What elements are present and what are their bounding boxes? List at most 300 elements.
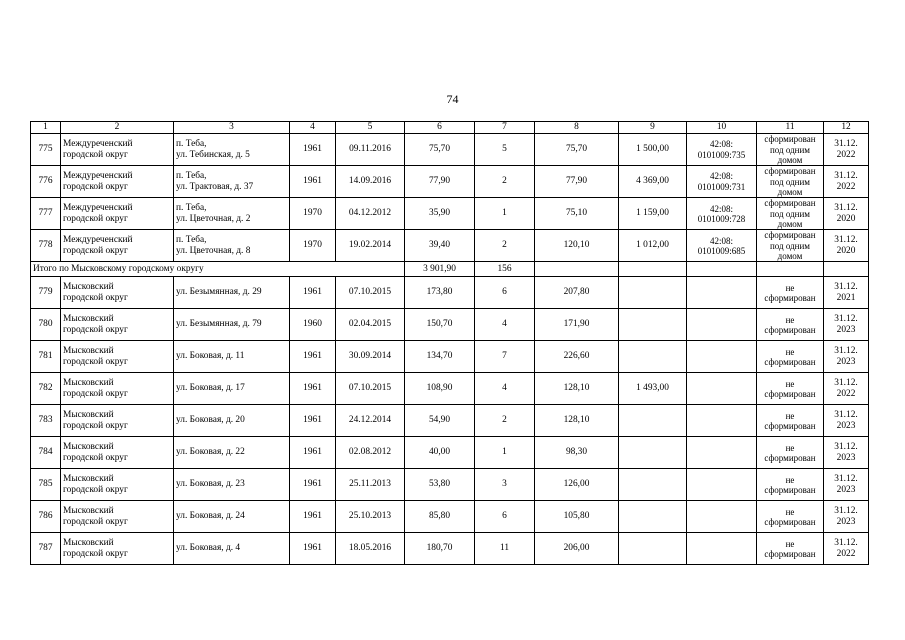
municipality-cell <box>61 373 174 405</box>
cell-line: п. Теба, <box>176 138 207 149</box>
table-row <box>31 166 869 198</box>
cell-line: п. Теба, <box>176 234 207 245</box>
deadline-cell <box>824 341 869 373</box>
subtotal-residents: 156 <box>475 262 535 277</box>
cell-line: городской округ <box>63 324 128 335</box>
status-cell <box>757 166 824 198</box>
cell-line: не <box>785 506 795 517</box>
sum-cell <box>619 533 687 565</box>
table-row <box>31 341 869 373</box>
cell-line: под одним <box>769 208 811 219</box>
empty-cell <box>824 262 869 277</box>
cell-line: ул. Тебинская, д. 5 <box>176 149 250 160</box>
cell-line: 31.12. <box>834 345 858 356</box>
year-cell: 1961 <box>290 437 336 469</box>
residents-cell: 1 <box>475 437 535 469</box>
year-cell: 1961 <box>290 373 336 405</box>
cell-line: городской округ <box>63 245 128 256</box>
cell-line: сформирован <box>764 548 816 559</box>
cell-line: под одним <box>769 144 811 155</box>
status-cell <box>757 134 824 166</box>
address-cell <box>174 166 290 198</box>
year-cell: 1961 <box>290 405 336 437</box>
residents-cell: 11 <box>475 533 535 565</box>
year-cell: 1970 <box>290 230 336 262</box>
cell-line: городской округ <box>63 516 128 527</box>
cell-line: ул. Боковая, д. 20 <box>176 415 245 426</box>
deadline-cell <box>824 469 869 501</box>
column-number: 2 <box>61 122 174 134</box>
cell-line: Междуреченский <box>63 138 133 149</box>
cadastral-cell <box>687 533 757 565</box>
cell-line: ул. Цветочная, д. 2 <box>176 213 251 224</box>
sum-cell <box>619 405 687 437</box>
cell-line: городской округ <box>63 149 128 160</box>
cell-line: под одним <box>769 176 811 187</box>
address-cell <box>174 405 290 437</box>
empty-cell <box>687 262 757 277</box>
deadline-cell <box>824 501 869 533</box>
area-cell: 35,90 <box>405 198 475 230</box>
deadline-cell <box>824 533 869 565</box>
cell-line: ул. Боковая, д. 17 <box>176 383 245 394</box>
table-row <box>31 230 869 262</box>
municipality-cell <box>61 134 174 166</box>
date-cell: 19.02.2014 <box>336 230 405 262</box>
column-number: 4 <box>290 122 336 134</box>
municipality-cell <box>61 501 174 533</box>
municipality-cell <box>61 198 174 230</box>
cell-line: ул. Безымянная, д. 79 <box>176 319 262 330</box>
cell-line: сформирован <box>764 452 816 463</box>
sum-cell: 1 012,00 <box>619 230 687 262</box>
subtotal-area: 3 901,90 <box>405 262 475 277</box>
year-cell: 1961 <box>290 533 336 565</box>
address-cell <box>174 309 290 341</box>
column-number-row <box>31 122 869 134</box>
total-area-cell: 77,90 <box>535 166 619 198</box>
residents-cell: 4 <box>475 373 535 405</box>
total-area-cell: 105,80 <box>535 501 619 533</box>
date-cell: 02.08.2012 <box>336 437 405 469</box>
year-cell: 1970 <box>290 198 336 230</box>
cell-line: 31.12. <box>834 234 858 245</box>
deadline-cell <box>824 437 869 469</box>
sum-cell: 4 369,00 <box>619 166 687 198</box>
date-cell: 14.09.2016 <box>336 166 405 198</box>
cell-line: 31.12. <box>834 473 858 484</box>
cell-line: 42:08: <box>709 171 733 182</box>
cell-line: сформирован <box>764 324 816 335</box>
cell-line: ул. Боковая, д. 22 <box>176 447 245 458</box>
cell-line: 31.12. <box>834 441 858 452</box>
residents-cell: 3 <box>475 469 535 501</box>
cell-line: не <box>785 378 795 389</box>
cell-line: городской округ <box>63 420 128 431</box>
cell-line: ул. Трактовая, д. 37 <box>176 181 254 192</box>
cell-line: Междуреченский <box>63 234 133 245</box>
cell-line: 42:08: <box>709 203 733 214</box>
year-cell: 1961 <box>290 341 336 373</box>
cell-line: 2023 <box>836 356 856 367</box>
status-cell <box>757 469 824 501</box>
year-cell: 1961 <box>290 277 336 309</box>
cell-line: 2023 <box>836 452 856 463</box>
table-row <box>31 437 869 469</box>
residents-cell: 7 <box>475 341 535 373</box>
total-area-cell: 120,10 <box>535 230 619 262</box>
address-cell <box>174 134 290 166</box>
cell-line: Мысковский <box>63 377 114 388</box>
total-area-cell: 206,00 <box>535 533 619 565</box>
deadline-cell <box>824 373 869 405</box>
cell-line: сформирован <box>764 134 816 145</box>
date-cell: 07.10.2015 <box>336 373 405 405</box>
cadastral-cell <box>687 230 757 262</box>
column-number: 7 <box>475 122 535 134</box>
cell-line: городской округ <box>63 484 128 495</box>
table-row <box>31 198 869 230</box>
cell-line: п. Теба, <box>176 170 207 181</box>
cell-line: ул. Боковая, д. 4 <box>176 543 241 554</box>
cell-line: Мысковский <box>63 313 114 324</box>
cadastral-cell <box>687 198 757 230</box>
table-row <box>31 533 869 565</box>
cell-line: 2022 <box>836 149 856 160</box>
cadastral-cell <box>687 501 757 533</box>
cell-line: 2023 <box>836 484 856 495</box>
column-number: 8 <box>535 122 619 134</box>
cell-line: городской округ <box>63 356 128 367</box>
cell-line: городской округ <box>63 388 128 399</box>
row-number: 784 <box>31 437 61 469</box>
column-number: 11 <box>757 122 824 134</box>
sum-cell: 1 159,00 <box>619 198 687 230</box>
total-area-cell: 98,30 <box>535 437 619 469</box>
cell-line: Мысковский <box>63 409 114 420</box>
sum-cell: 1 500,00 <box>619 134 687 166</box>
address-cell <box>174 533 290 565</box>
date-cell: 30.09.2014 <box>336 341 405 373</box>
cell-line: ул. Цветочная, д. 8 <box>176 245 251 256</box>
year-cell: 1960 <box>290 309 336 341</box>
deadline-cell <box>824 405 869 437</box>
cell-line: 2020 <box>836 213 856 224</box>
row-number: 783 <box>31 405 61 437</box>
total-area-cell: 126,00 <box>535 469 619 501</box>
row-number: 780 <box>31 309 61 341</box>
housing-registry-table <box>30 121 869 565</box>
cell-line: городской округ <box>63 181 128 192</box>
cell-line: Междуреченский <box>63 170 133 181</box>
municipality-cell <box>61 533 174 565</box>
table-row <box>31 309 869 341</box>
year-cell: 1961 <box>290 166 336 198</box>
table-row <box>31 134 869 166</box>
cell-line: 31.12. <box>834 281 858 292</box>
total-area-cell: 128,10 <box>535 373 619 405</box>
cell-line: не <box>785 346 795 357</box>
cell-line: Мысковский <box>63 537 114 548</box>
area-cell: 75,70 <box>405 134 475 166</box>
status-cell <box>757 437 824 469</box>
page-number: 74 <box>446 92 459 106</box>
address-cell <box>174 469 290 501</box>
cell-line: ул. Безымянная, д. 29 <box>176 287 262 298</box>
residents-cell: 1 <box>475 198 535 230</box>
cadastral-cell <box>687 437 757 469</box>
cell-line: п. Теба, <box>176 202 207 213</box>
column-number: 6 <box>405 122 475 134</box>
cell-line: не <box>785 442 795 453</box>
empty-cell <box>757 262 824 277</box>
cadastral-cell <box>687 309 757 341</box>
cell-line: сформирован <box>764 516 816 527</box>
address-cell <box>174 341 290 373</box>
cell-line: сформирован <box>764 420 816 431</box>
cell-line: Междуреченский <box>63 202 133 213</box>
date-cell: 18.05.2016 <box>336 533 405 565</box>
status-cell <box>757 309 824 341</box>
cell-line: 31.12. <box>834 170 858 181</box>
cell-line: Мысковский <box>63 441 114 452</box>
cell-line: ул. Боковая, д. 24 <box>176 511 245 522</box>
column-number: 3 <box>174 122 290 134</box>
column-number: 5 <box>336 122 405 134</box>
cell-line: 31.12. <box>834 409 858 420</box>
cell-line: 2020 <box>836 245 856 256</box>
cell-line: городской округ <box>63 292 128 303</box>
cell-line: городской округ <box>63 452 128 463</box>
address-cell <box>174 277 290 309</box>
cell-line: домом <box>777 187 803 197</box>
cell-line: 0101009:731 <box>697 181 746 192</box>
row-number: 785 <box>31 469 61 501</box>
deadline-cell <box>824 134 869 166</box>
table-row <box>31 277 869 309</box>
cell-line: ул. Боковая, д. 23 <box>176 479 245 490</box>
address-cell <box>174 198 290 230</box>
empty-cell <box>619 262 687 277</box>
area-cell: 134,70 <box>405 341 475 373</box>
cell-line: 2023 <box>836 516 856 527</box>
area-cell: 39,40 <box>405 230 475 262</box>
residents-cell: 4 <box>475 309 535 341</box>
cell-line: Мысковский <box>63 505 114 516</box>
address-cell <box>174 501 290 533</box>
row-number: 781 <box>31 341 61 373</box>
table-row <box>31 469 869 501</box>
status-cell <box>757 341 824 373</box>
cell-line: 2023 <box>836 420 856 431</box>
cadastral-cell <box>687 277 757 309</box>
area-cell: 108,90 <box>405 373 475 405</box>
residents-cell: 2 <box>475 405 535 437</box>
row-number: 786 <box>31 501 61 533</box>
residents-cell: 6 <box>475 277 535 309</box>
cell-line: сформирован <box>764 198 816 209</box>
cell-line: 31.12. <box>834 138 858 149</box>
row-number: 777 <box>31 198 61 230</box>
status-cell <box>757 230 824 262</box>
cell-line: сформирован <box>764 166 816 177</box>
municipality-cell <box>61 309 174 341</box>
address-cell <box>174 230 290 262</box>
cell-line: сформирован <box>764 230 816 241</box>
cell-line: 42:08: <box>709 139 733 150</box>
area-cell: 180,70 <box>405 533 475 565</box>
cadastral-cell <box>687 341 757 373</box>
sum-cell <box>619 341 687 373</box>
cell-line: домом <box>777 219 803 230</box>
column-number: 10 <box>687 122 757 134</box>
column-number: 1 <box>31 122 61 134</box>
cell-line: домом <box>777 154 803 165</box>
cell-line: 42:08: <box>709 235 733 246</box>
municipality-cell <box>61 341 174 373</box>
municipality-cell <box>61 230 174 262</box>
sum-cell <box>619 309 687 341</box>
subtotal-label: Итого по Мысковскому городскому округу <box>31 262 405 277</box>
row-number: 775 <box>31 134 61 166</box>
year-cell: 1961 <box>290 501 336 533</box>
status-cell <box>757 277 824 309</box>
area-cell: 173,80 <box>405 277 475 309</box>
cell-line: 31.12. <box>834 313 858 324</box>
address-cell <box>174 373 290 405</box>
sum-cell <box>619 501 687 533</box>
cell-line: 2022 <box>836 388 856 399</box>
area-cell: 40,00 <box>405 437 475 469</box>
table-row <box>31 405 869 437</box>
cell-line: не <box>785 314 795 325</box>
area-cell: 150,70 <box>405 309 475 341</box>
date-cell: 07.10.2015 <box>336 277 405 309</box>
cell-line: сформирован <box>764 292 816 303</box>
cell-line: не <box>785 410 795 421</box>
cell-line: не <box>785 538 795 549</box>
cell-line: 0101009:728 <box>697 213 746 224</box>
municipality-cell <box>61 277 174 309</box>
table-row <box>31 501 869 533</box>
cell-line: 31.12. <box>834 537 858 548</box>
cell-line: ул. Боковая, д. 11 <box>176 351 245 362</box>
date-cell: 25.10.2013 <box>336 501 405 533</box>
cadastral-cell <box>687 469 757 501</box>
sum-cell <box>619 277 687 309</box>
status-cell <box>757 405 824 437</box>
area-cell: 53,80 <box>405 469 475 501</box>
total-area-cell: 75,10 <box>535 198 619 230</box>
status-cell <box>757 501 824 533</box>
year-cell: 1961 <box>290 134 336 166</box>
cell-line: Мысковский <box>63 345 114 356</box>
total-area-cell: 75,70 <box>535 134 619 166</box>
cadastral-cell <box>687 405 757 437</box>
row-number: 787 <box>31 533 61 565</box>
deadline-cell <box>824 230 869 262</box>
cell-line: сформирован <box>764 484 816 495</box>
cell-line: Мысковский <box>63 473 114 484</box>
row-number: 779 <box>31 277 61 309</box>
column-number: 12 <box>824 122 869 134</box>
total-area-cell: 226,60 <box>535 341 619 373</box>
cadastral-cell <box>687 166 757 198</box>
year-cell: 1961 <box>290 469 336 501</box>
cell-line: 0101009:735 <box>697 149 746 160</box>
cell-line: сформирован <box>764 388 816 399</box>
municipality-cell <box>61 469 174 501</box>
cell-line: сформирован <box>764 356 816 367</box>
deadline-cell <box>824 277 869 309</box>
total-area-cell: 128,10 <box>535 405 619 437</box>
sum-cell: 1 493,00 <box>619 373 687 405</box>
cell-line: городской округ <box>63 213 128 224</box>
subtotal-row <box>31 262 869 277</box>
table-row <box>31 373 869 405</box>
status-cell <box>757 198 824 230</box>
residents-cell: 2 <box>475 230 535 262</box>
cell-line: не <box>785 282 795 293</box>
cell-line: 31.12. <box>834 377 858 388</box>
date-cell: 09.11.2016 <box>336 134 405 166</box>
row-number: 778 <box>31 230 61 262</box>
municipality-cell <box>61 405 174 437</box>
cell-line: 31.12. <box>834 505 858 516</box>
cell-line: 2021 <box>836 292 856 303</box>
cell-line: 2022 <box>836 548 856 559</box>
cell-line: 0101009:685 <box>697 245 746 256</box>
cell-line: 2023 <box>836 324 856 335</box>
sum-cell <box>619 437 687 469</box>
date-cell: 02.04.2015 <box>336 309 405 341</box>
cell-line: 2022 <box>836 181 856 192</box>
row-number: 776 <box>31 166 61 198</box>
date-cell: 04.12.2012 <box>336 198 405 230</box>
residents-cell: 5 <box>475 134 535 166</box>
deadline-cell <box>824 166 869 198</box>
cell-line: домом <box>777 251 803 262</box>
area-cell: 77,90 <box>405 166 475 198</box>
municipality-cell <box>61 166 174 198</box>
deadline-cell <box>824 198 869 230</box>
address-cell <box>174 437 290 469</box>
total-area-cell: 171,90 <box>535 309 619 341</box>
municipality-cell <box>61 437 174 469</box>
column-number: 9 <box>619 122 687 134</box>
area-cell: 54,90 <box>405 405 475 437</box>
residents-cell: 6 <box>475 501 535 533</box>
cell-line: городской округ <box>63 548 128 559</box>
empty-cell <box>535 262 619 277</box>
area-cell: 85,80 <box>405 501 475 533</box>
cadastral-cell <box>687 373 757 405</box>
residents-cell: 2 <box>475 166 535 198</box>
cell-line: не <box>785 474 795 485</box>
total-area-cell: 207,80 <box>535 277 619 309</box>
cell-line: 31.12. <box>834 202 858 213</box>
cell-line: под одним <box>769 240 811 251</box>
cell-line: Мысковский <box>63 281 114 292</box>
deadline-cell <box>824 309 869 341</box>
status-cell <box>757 533 824 565</box>
row-number: 782 <box>31 373 61 405</box>
date-cell: 24.12.2014 <box>336 405 405 437</box>
sum-cell <box>619 469 687 501</box>
date-cell: 25.11.2013 <box>336 469 405 501</box>
cadastral-cell <box>687 134 757 166</box>
status-cell <box>757 373 824 405</box>
